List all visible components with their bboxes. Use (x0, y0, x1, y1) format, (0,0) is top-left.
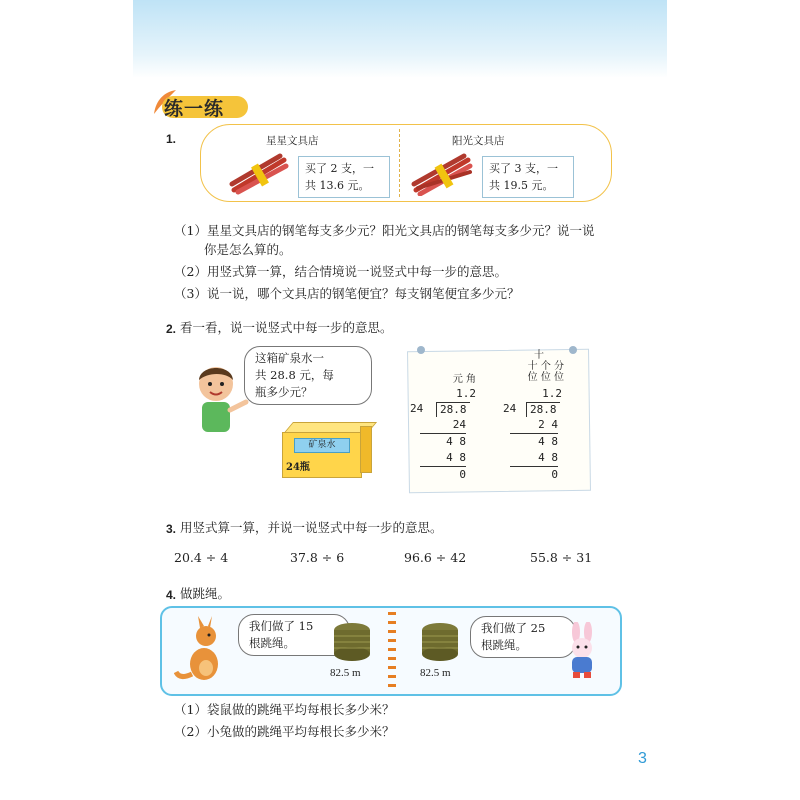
ld-step2: 4 8 (446, 435, 466, 448)
shop1-note-line2: 共 13.6 元。 (305, 179, 370, 192)
rd-headers (508, 350, 564, 383)
q3-number: 3. (166, 522, 177, 536)
shop2-note (482, 156, 574, 198)
boy-illustration (186, 362, 250, 442)
ld-step3: 4 8 (420, 450, 466, 467)
rd-quotient: 1.2 (542, 387, 562, 400)
shop1-name: 星星文具店 (266, 135, 319, 147)
boy-speech-bubble (244, 346, 372, 405)
ld-header: 元 角 (452, 374, 476, 385)
ld-divisor: 24 (410, 402, 424, 415)
rope-coil-icon (418, 620, 462, 662)
ld-steps (420, 417, 466, 483)
q4-number: 4. (166, 588, 177, 602)
water-box (280, 422, 370, 478)
q1-number: 1. (166, 132, 177, 146)
q1-sub1-line1: （1）星星文具店的钢笔每支多少元？阳光文具店的钢笔每支多少元？说一说 (174, 223, 595, 238)
q4-sub2: （2）小兔做的跳绳平均每根长多少米？ (174, 724, 395, 739)
q4-sub1: （1）袋鼠做的跳绳平均每根长多少米？ (174, 702, 395, 717)
binder-rings (388, 612, 396, 688)
rd-header-top: 十 (534, 350, 544, 361)
ld-quotient: 1.2 (456, 387, 476, 400)
pens-icon (228, 150, 290, 196)
k-bubble-line2: 根跳绳。 (249, 636, 295, 650)
q3-expr-2: 37.8 ÷ 6 (290, 550, 345, 565)
rd-step1: 2 4 (510, 417, 558, 434)
q4-text: 做跳绳。 (180, 586, 231, 601)
bubble-line1: 这箱矿泉水一 (255, 351, 324, 365)
box-label: 矿泉水 (294, 438, 350, 453)
pin-icon (566, 343, 580, 357)
q3-expr-3: 96.6 ÷ 42 (404, 550, 467, 565)
shop2-name: 阳光文具店 (452, 135, 505, 147)
pin-icon (414, 343, 428, 357)
rope-coil-icon (330, 620, 374, 662)
ld-step1: 24 (420, 417, 466, 434)
rd-steps (510, 417, 558, 483)
k-bubble-line1: 我们做了 15 (249, 619, 314, 633)
shop1-note (298, 156, 390, 198)
q2-text: 看一看，说一说竖式中每一步的意思。 (180, 320, 393, 335)
rabbit-illustration (560, 622, 604, 682)
rd-header-bot: 位 位 位 (527, 372, 564, 383)
kangaroo-illustration (174, 616, 230, 686)
pens-icon (410, 150, 476, 196)
r-bubble-line2: 根跳绳。 (481, 638, 527, 652)
q1-sub1-line2: 你是怎么算的。 (204, 242, 292, 257)
box-count: 24瓶 (286, 462, 310, 473)
q2-number: 2. (166, 322, 177, 336)
rd-remainder: 0 (551, 468, 558, 481)
rope1-length: 82.5 m (330, 667, 361, 679)
sky-header (133, 0, 667, 78)
q3-expr-1: 20.4 ÷ 4 (174, 550, 229, 565)
page-number: 3 (638, 750, 647, 767)
bubble-line3: 瓶多少元？ (255, 385, 313, 399)
left-division (420, 373, 476, 401)
ld-dividend: 28.8 (436, 402, 470, 417)
rope2-length: 82.5 m (420, 667, 451, 679)
rd-dividend: 28.8 (526, 402, 560, 417)
q1-sub2: （2）用竖式算一算，结合情境说一说竖式中每一步的意思。 (174, 264, 507, 279)
q3-text: 用竖式算一算，并说一说竖式中每一步的意思。 (180, 520, 443, 535)
ld-remainder: 0 (459, 468, 466, 481)
shop1-note-line1: 买了 2 支，一 (305, 162, 374, 175)
q1-sub3: （3）说一说，哪个文具店的钢笔便宜？每支钢笔便宜多少元？ (174, 286, 520, 301)
q3-expr-4: 55.8 ÷ 31 (530, 550, 593, 565)
rd-header-mid: 十 个 分 (527, 361, 564, 372)
r-bubble-line1: 我们做了 25 (481, 621, 546, 635)
rd-step2: 4 8 (538, 435, 558, 448)
shop2-note-line1: 买了 3 支，一 (489, 162, 558, 175)
rd-divisor: 24 (503, 402, 517, 415)
title-text: 练一练 (164, 98, 225, 120)
rd-step3: 4 8 (510, 450, 558, 467)
panel-divider (399, 129, 400, 197)
practice-title (150, 88, 250, 122)
shop2-note-line2: 共 19.5 元。 (489, 179, 554, 192)
bubble-line2: 共 28.8 元，每 (255, 368, 334, 382)
